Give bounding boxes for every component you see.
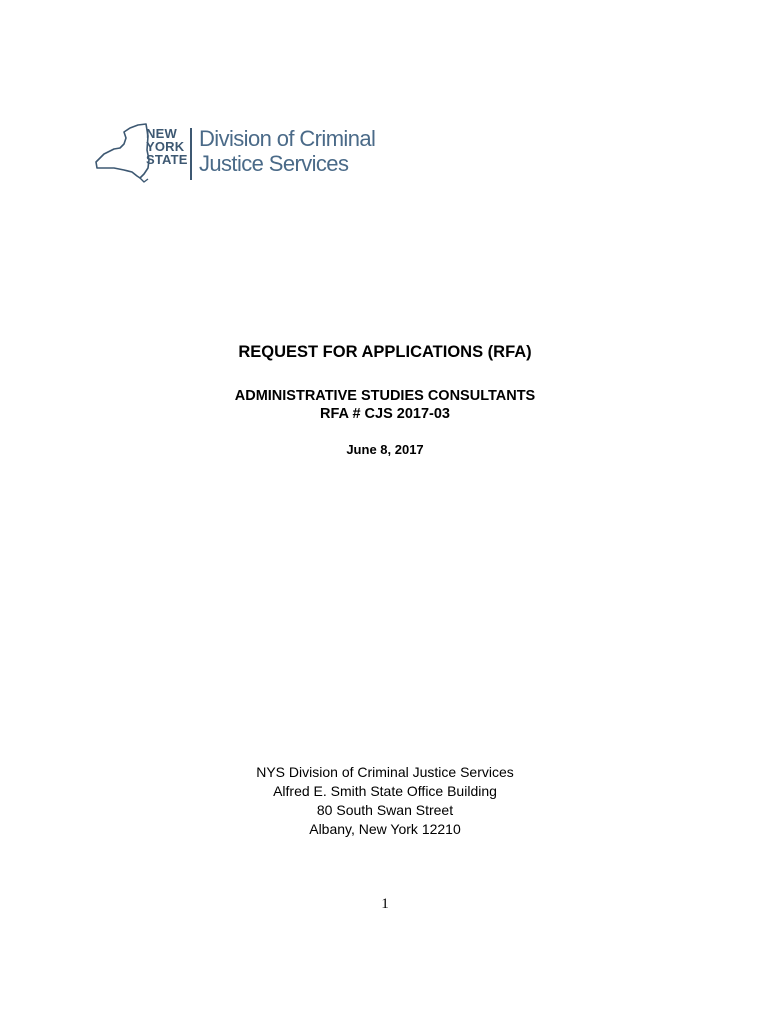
logo-agency-name [199, 126, 375, 176]
logo-state-text [146, 127, 188, 166]
logo-agency-line: Justice Services [199, 151, 349, 176]
rfa-number: RFA # CJS 2017-03 [319, 406, 451, 422]
document-title: REQUEST FOR APPLICATIONS (RFA) [238, 343, 532, 361]
address-line: Albany, New York 12210 [309, 821, 461, 837]
document-date: June 8, 2017 [346, 442, 424, 457]
agency-logo [94, 120, 394, 186]
logo-state-line: NEW [146, 126, 177, 141]
address-line: Alfred E. Smith State Office Building [273, 783, 497, 799]
new-york-state-outline-icon [94, 122, 150, 184]
logo-state-line: YORK [146, 139, 185, 154]
logo-divider [190, 128, 192, 180]
logo-agency-line: Division of Criminal [199, 126, 376, 151]
address-line: 80 South Swan Street [316, 802, 454, 818]
document-subtitle [0, 387, 770, 423]
subtitle-line: ADMINISTRATIVE STUDIES CONSULTANTS [234, 388, 536, 404]
logo-state-line: STATE [146, 152, 188, 167]
page-number: 1 [381, 896, 389, 912]
address-line: NYS Division of Criminal Justice Services [256, 764, 514, 780]
agency-address [0, 763, 770, 839]
